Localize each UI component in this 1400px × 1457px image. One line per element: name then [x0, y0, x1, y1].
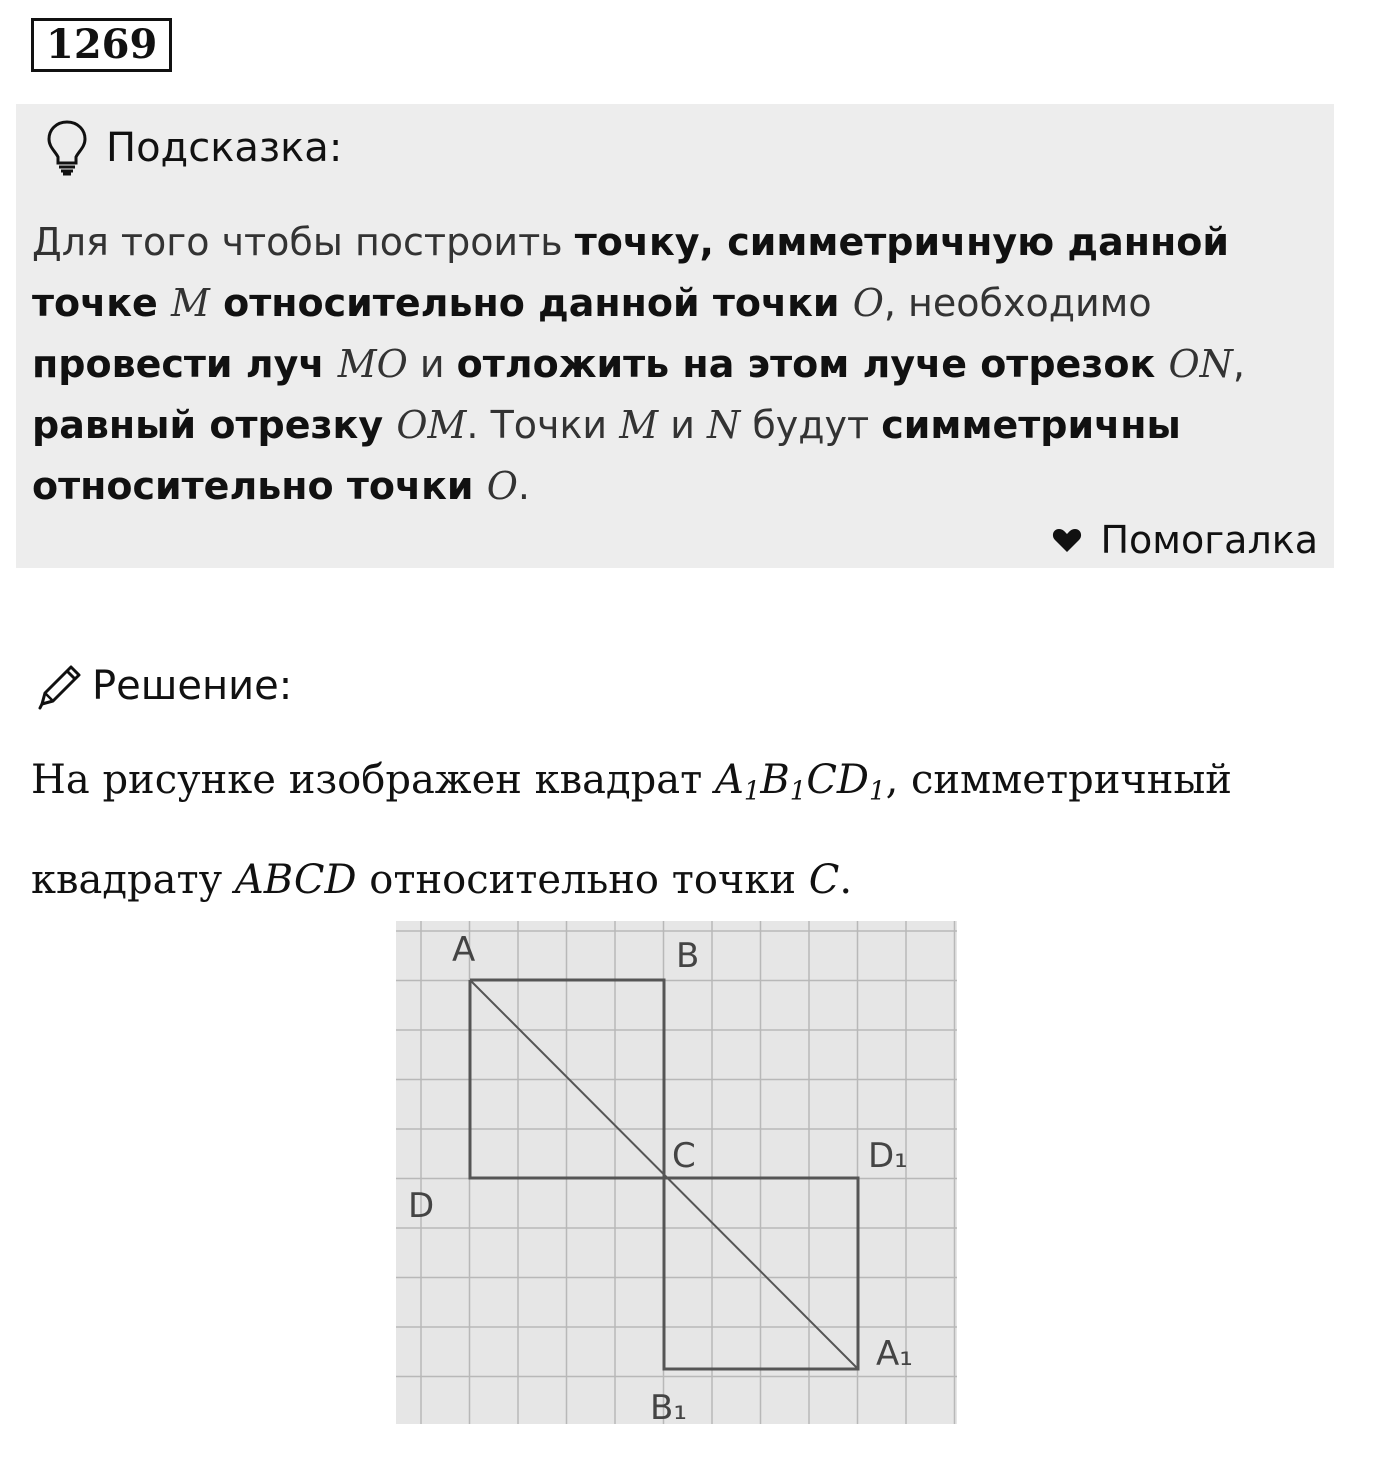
hint-text-bold: симметричны относительно точки: [32, 403, 1181, 508]
label-d1: D₁: [868, 1136, 908, 1176]
hint-text-part: и: [658, 403, 707, 447]
hint-math: N: [707, 403, 741, 447]
lightbulb-icon: [46, 119, 88, 177]
geometry-figure: [396, 921, 957, 1424]
solution-text-part: .: [839, 856, 853, 903]
brand-name: Помогалка: [1100, 518, 1318, 562]
hint-title: [46, 118, 342, 178]
subscript: 1: [789, 776, 807, 807]
hint-title-text: Подсказка:: [106, 125, 343, 171]
hint-text-part: .: [517, 464, 531, 508]
hint-math: O: [486, 464, 518, 508]
hint-math: OM: [396, 403, 467, 447]
solution-text: [31, 736, 1371, 924]
solution-text-part: относительно точки: [356, 856, 809, 903]
pencil-icon: [34, 660, 86, 712]
vertex-letter: CD: [806, 757, 870, 803]
subscript: 1: [743, 776, 761, 807]
hint-text-part: , необходимо: [883, 281, 1152, 325]
label-b1: B₁: [650, 1388, 687, 1424]
solution-text-part: , симметричный квадрату: [31, 757, 1232, 903]
hint-text-part: ,: [1232, 342, 1246, 386]
heart-icon: [1052, 527, 1082, 553]
label-a: A: [452, 930, 476, 970]
hint-math: O: [852, 281, 884, 325]
solution-text-part: На рисунке изображен квадрат: [31, 757, 715, 803]
hint-math: M: [171, 281, 210, 325]
brand-signature: [1052, 518, 1318, 562]
solution-title: [34, 656, 292, 716]
hint-math: MO: [337, 342, 408, 386]
hint-text-part: и: [407, 342, 457, 386]
square-a1b1cd1: [714, 757, 886, 807]
vertex-letter: A: [714, 757, 744, 803]
square-abcd: ABCD: [234, 856, 357, 903]
subscript: 1: [869, 776, 886, 807]
hint-text-bold: отложить на этом луче отрезок: [456, 342, 1169, 386]
label-c: C: [672, 1136, 696, 1176]
hint-text: [32, 212, 1322, 517]
label-d: D: [408, 1186, 435, 1226]
vertex-letter: B: [760, 757, 790, 803]
point-c: C: [808, 856, 840, 903]
hint-text-part: Для того чтобы построить: [32, 220, 575, 264]
hint-text-bold: провести луч: [32, 342, 338, 386]
hint-text-part: будут: [740, 403, 882, 447]
hint-math: M: [619, 403, 659, 447]
hint-text-part: . Точки: [466, 403, 620, 447]
solution-title-text: Решение:: [92, 663, 293, 709]
hint-box: [16, 104, 1334, 568]
task-number: 1269: [31, 18, 172, 72]
label-a1: A₁: [876, 1334, 913, 1374]
hint-text-bold: равный отрезку: [32, 403, 397, 447]
hint-text-bold: относительно данной точки: [209, 281, 853, 325]
label-b: B: [676, 936, 700, 976]
hint-math: ON: [1168, 342, 1233, 386]
hint-text-bold: точку, симметричную данной точке: [32, 220, 1229, 325]
